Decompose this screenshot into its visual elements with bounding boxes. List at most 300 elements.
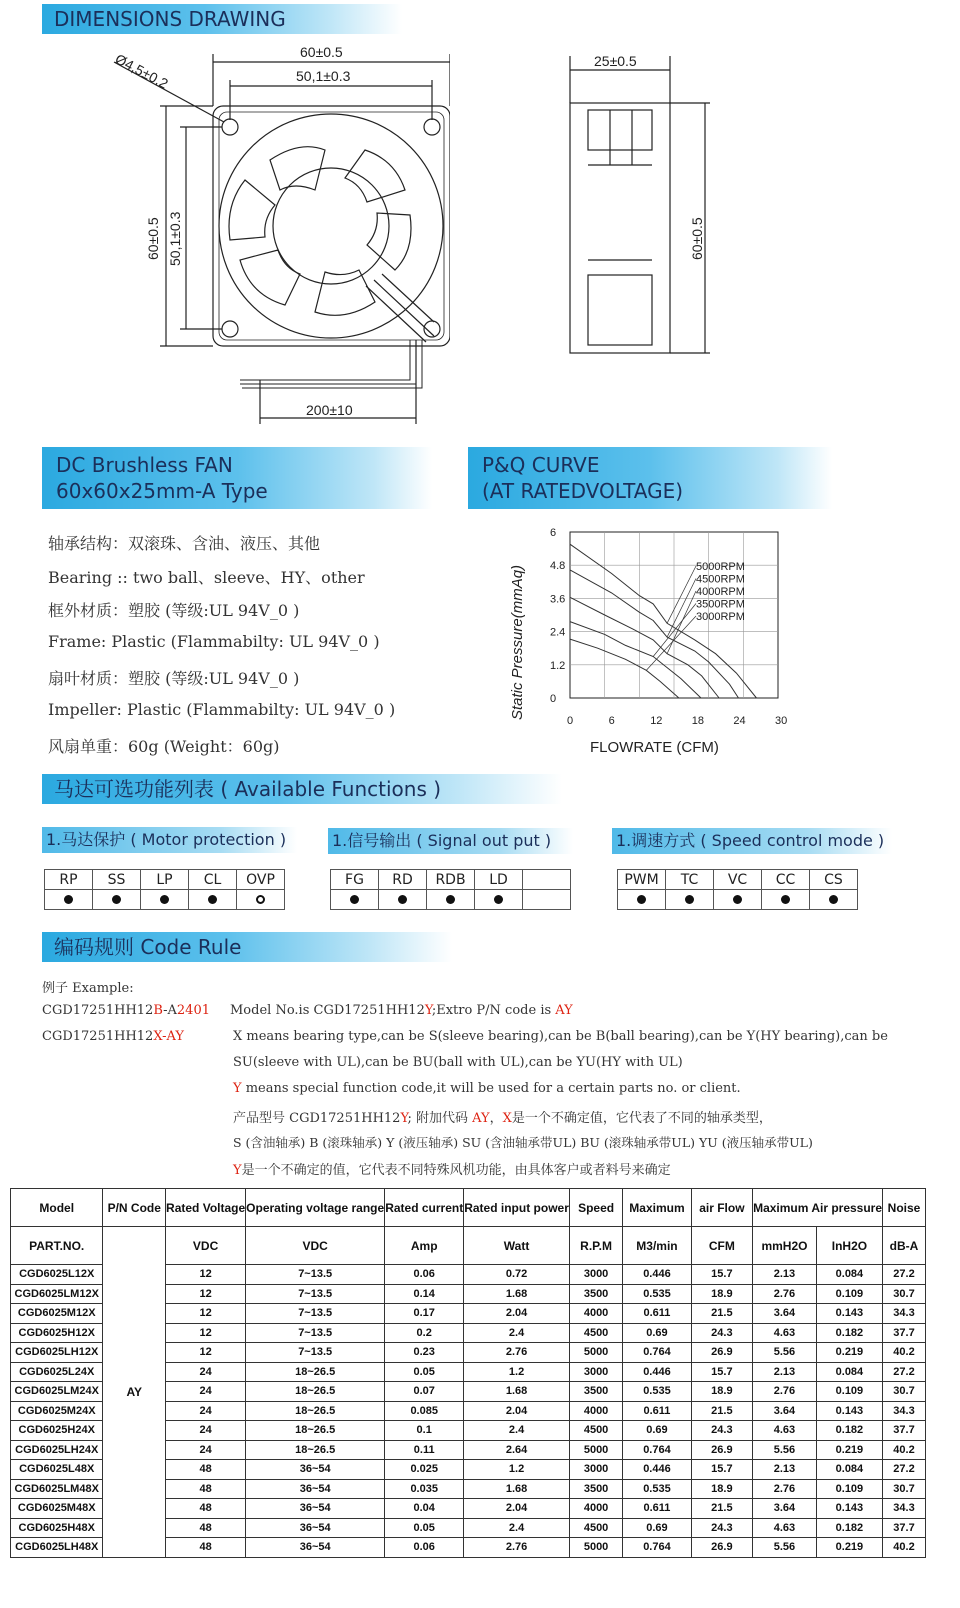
table-cell: 30.7 (883, 1284, 926, 1304)
table-header-cell: Operating voltage range (246, 1189, 385, 1227)
table-cell: 48 (166, 1518, 246, 1538)
filled-dot-icon (637, 895, 646, 904)
table-cell: 12 (166, 1323, 246, 1343)
y-tick-label: 2.4 (550, 626, 566, 639)
table-cell: 24.3 (691, 1421, 752, 1441)
series-line-3000RPM (570, 639, 679, 698)
table-cell: CGD6025M24X (11, 1401, 103, 1421)
table-unit-cell: InH2O (816, 1227, 882, 1265)
code-example-label: 例子 Example: (42, 981, 134, 996)
table-cell: 3500 (569, 1284, 622, 1304)
legend-label: 3000RPM (696, 611, 745, 623)
function-code: CL (189, 870, 237, 890)
fan-title-line1: DC Brushless FAN (56, 453, 233, 477)
filled-dot-icon (829, 895, 838, 904)
table-cell: 2.4 (464, 1421, 570, 1441)
legend-leader-line (667, 579, 696, 638)
spec-table (10, 1188, 926, 1558)
x-tick-label: 6 (608, 715, 615, 727)
table-unit-row (11, 1227, 926, 1265)
function-code: VC (714, 870, 762, 890)
table-header-cell: P/N Code (103, 1189, 166, 1227)
table-cell: 2.13 (753, 1265, 817, 1285)
function-mark-cell (714, 890, 762, 910)
table-cell: 40.2 (883, 1343, 926, 1363)
table-cell: 7~13.5 (246, 1304, 385, 1324)
table-cell: 34.3 (883, 1499, 926, 1519)
table-cell: 0.611 (623, 1304, 691, 1324)
function-mark-cell (427, 890, 475, 910)
table-cell: 2.04 (464, 1401, 570, 1421)
table-unit-cell: Amp (385, 1227, 464, 1265)
table-cell: 4000 (569, 1499, 622, 1519)
table-cell: 0.219 (816, 1343, 882, 1363)
function-code: FG (331, 870, 379, 890)
filled-dot-icon (160, 895, 169, 904)
l5-x: X (502, 1111, 512, 1126)
fan-title-line2: 60x60x25mm-A Type (56, 479, 268, 503)
table-cell: 1.68 (464, 1382, 570, 1402)
l1-y: Y (424, 1003, 432, 1018)
legend-label: 4000RPM (696, 586, 745, 598)
pn-code-cell: AY (103, 1227, 166, 1558)
function-mark-row (45, 890, 285, 910)
table-cell: 37.7 (883, 1323, 926, 1343)
table-cell: 36~54 (246, 1479, 385, 1499)
table-cell: 0.764 (623, 1538, 691, 1558)
y-tick-label: 6 (550, 527, 557, 539)
function-code: PWM (618, 870, 666, 890)
table-cell: CGD6025LM12X (11, 1284, 103, 1304)
l5-b: ; 附加代码 (407, 1111, 473, 1126)
table-cell: 0.084 (816, 1265, 882, 1285)
filled-dot-icon (685, 895, 694, 904)
code-line-cn-3 (233, 1159, 671, 1178)
function-mark-cell (762, 890, 810, 910)
table-cell: CGD6025LM24X (11, 1382, 103, 1402)
table-cell: 0.219 (816, 1440, 882, 1460)
table-cell: 0.085 (385, 1401, 464, 1421)
table-cell: 18~26.5 (246, 1362, 385, 1382)
table-cell: 21.5 (691, 1304, 752, 1324)
table-cell: 5.56 (753, 1538, 817, 1558)
table-cell: 0.182 (816, 1323, 882, 1343)
legend-label: 3500RPM (696, 598, 745, 611)
table-cell: 5000 (569, 1343, 622, 1363)
code-example-1 (42, 1003, 210, 1018)
ex2-base: CGD17251HH12 (42, 1029, 154, 1044)
ex2-suffix: -AY (162, 1029, 184, 1044)
table-cell: 36~54 (246, 1460, 385, 1480)
table-cell: 48 (166, 1538, 246, 1558)
table-unit-cell: VDC (246, 1227, 385, 1265)
table-cell: 0.611 (623, 1499, 691, 1519)
function-label-row (45, 870, 285, 890)
function-mark-cell (666, 890, 714, 910)
function-code (523, 870, 571, 890)
table-cell: 3000 (569, 1460, 622, 1480)
table-cell: 24.3 (691, 1323, 752, 1343)
table-cell: 12 (166, 1265, 246, 1285)
l5-ay: AY (472, 1111, 490, 1126)
l5-c: ， (489, 1111, 503, 1126)
table-cell: 36~54 (246, 1518, 385, 1538)
table-cell: 24 (166, 1401, 246, 1421)
l5-d: 是一个不确定值，它代表了不同的轴承类型， (511, 1111, 772, 1126)
table-cell: 4.63 (753, 1421, 817, 1441)
series-line-3500RPM (570, 622, 701, 698)
table-cell: 12 (166, 1343, 246, 1363)
side-view-drawing (560, 50, 720, 360)
table-cell: 24 (166, 1440, 246, 1460)
table-cell: CGD6025H12X (11, 1323, 103, 1343)
table-header-cell: Noise (883, 1189, 926, 1227)
table-cell: CGD6025L48X (11, 1460, 103, 1480)
table-cell: 4000 (569, 1401, 622, 1421)
function-mark-cell (237, 890, 285, 910)
function-code: RP (45, 870, 93, 890)
dim-depth: 25±0.5 (594, 53, 637, 69)
table-unit-cell: VDC (166, 1227, 246, 1265)
table-cell: CGD6025LH12X (11, 1343, 103, 1363)
group-signal-output-title: 1.信号输出 ( Signal out put ) (328, 828, 573, 854)
table-cell: 0.143 (816, 1401, 882, 1421)
table-header-cell: Rated current (385, 1189, 464, 1227)
spec-weight: 风扇单重：60g (Weight：60g) (48, 737, 280, 756)
x-tick-label: 0 (567, 715, 574, 727)
table-cell: 0.182 (816, 1421, 882, 1441)
function-code: RDB (427, 870, 475, 890)
code-line-x-meaning: X means bearing type,can be S(sleeve bearing),can be B(ball bearing),can be Y(HY bearing),can be (233, 1029, 888, 1044)
l1-b: ;Extro P/N code is (431, 1003, 556, 1018)
hollow-dot-icon (256, 895, 265, 904)
table-cell: 7~13.5 (246, 1265, 385, 1285)
table-cell: 21.5 (691, 1401, 752, 1421)
table-cell: 0.219 (816, 1538, 882, 1558)
table-cell: 0.764 (623, 1343, 691, 1363)
x-tick-label: 30 (775, 715, 788, 727)
table-cell: 26.9 (691, 1343, 752, 1363)
table-cell: 0.72 (464, 1265, 570, 1285)
filled-dot-icon (446, 895, 455, 904)
x-tick-label: 18 (691, 715, 705, 727)
ex1-base: CGD17251HH12 (42, 1003, 154, 1018)
ex1-dash: -A (163, 1003, 177, 1018)
l4-text: means special function code,it will be used for a certain parts no. or client. (241, 1081, 741, 1096)
l7-y: Y (233, 1163, 242, 1178)
table-header-cell: air Flow (691, 1189, 752, 1227)
table-cell: 2.76 (464, 1538, 570, 1558)
pq-title-line2: (AT RATEDVOLTAGE) (482, 479, 684, 503)
table-cell: 0.69 (623, 1518, 691, 1538)
table-cell: 0.04 (385, 1499, 464, 1519)
table-cell: 3.64 (753, 1304, 817, 1324)
table-cell: 24 (166, 1362, 246, 1382)
table-cell: 1.2 (464, 1460, 570, 1480)
legend-label: 4500RPM (696, 573, 745, 586)
table-cell: 34.3 (883, 1401, 926, 1421)
table-cell: 24.3 (691, 1518, 752, 1538)
table-cell: 0.035 (385, 1479, 464, 1499)
table-header-row (11, 1189, 926, 1227)
table-cell: 48 (166, 1499, 246, 1519)
l1-ay: AY (555, 1003, 573, 1018)
function-code: LP (141, 870, 189, 890)
group-speed-control-title: 1.调速方式 ( Speed control mode ) (612, 828, 892, 854)
spec-bearing-cn: 轴承结构：双滚珠、含油、液压、其他 (48, 534, 321, 553)
function-mark-cell (379, 890, 427, 910)
dim-hole: Ø4,5±0.2 (112, 50, 171, 92)
table-cell: 1.68 (464, 1284, 570, 1304)
table-cell: 18~26.5 (246, 1421, 385, 1441)
table-unit-cell: PART.NO. (11, 1227, 103, 1265)
function-mark-row (331, 890, 571, 910)
spec-impeller-cn: 扇叶材质：塑胶 (等级:UL 94V_0 ) (48, 669, 300, 688)
table-cell: 0.446 (623, 1265, 691, 1285)
fan-title (42, 447, 432, 509)
table-cell: 37.7 (883, 1421, 926, 1441)
function-code: CS (810, 870, 858, 890)
y-tick-label: 3.6 (550, 593, 566, 606)
table-unit-cell: CFM (691, 1227, 752, 1265)
table-cell: 0.2 (385, 1323, 464, 1343)
function-mark-cell (475, 890, 523, 910)
table-cell: 27.2 (883, 1265, 926, 1285)
table-cell: 4000 (569, 1304, 622, 1324)
function-mark-cell (618, 890, 666, 910)
spec-frame-cn: 框外材质：塑胶 (等级:UL 94V_0 ) (48, 601, 300, 620)
table-unit-cell: M3/min (623, 1227, 691, 1265)
function-mark-cell (141, 890, 189, 910)
function-code: LD (475, 870, 523, 890)
y-tick-label: 0 (550, 693, 557, 705)
l7-text: 是一个不确定的值，它代表不同特殊风机功能，由具体客户或者料号来确定 (241, 1163, 671, 1178)
table-cell: 3000 (569, 1265, 622, 1285)
function-mark-cell (331, 890, 379, 910)
legend-leader-line (646, 616, 696, 670)
function-mark-cell (189, 890, 237, 910)
table-cell: 0.025 (385, 1460, 464, 1480)
table-cell: 3.64 (753, 1499, 817, 1519)
pq-title-line1: P&Q CURVE (482, 453, 600, 477)
table-cell: 1.2 (464, 1362, 570, 1382)
table-cell: 3.64 (753, 1401, 817, 1421)
table-cell: 7~13.5 (246, 1284, 385, 1304)
table-cell: 5.56 (753, 1440, 817, 1460)
table-cell: 36~54 (246, 1538, 385, 1558)
table-unit-cell: mmH2O (753, 1227, 817, 1265)
table-cell: 2.4 (464, 1323, 570, 1343)
filled-dot-icon (781, 895, 790, 904)
table-cell: 48 (166, 1479, 246, 1499)
table-cell: 0.109 (816, 1479, 882, 1499)
filled-dot-icon (494, 895, 503, 904)
function-mark-cell (523, 890, 571, 910)
table-cell: 18~26.5 (246, 1440, 385, 1460)
dim-side-height: 60±0.5 (689, 217, 705, 260)
table-cell: CGD6025LH48X (11, 1538, 103, 1558)
filled-dot-icon (112, 895, 121, 904)
speed-control-table (617, 869, 858, 910)
table-cell: 4500 (569, 1323, 622, 1343)
dim-cable: 200±10 (306, 402, 353, 418)
table-cell: CGD6025H24X (11, 1421, 103, 1441)
table-cell: 15.7 (691, 1362, 752, 1382)
table-cell: 18.9 (691, 1284, 752, 1304)
pq-chart (500, 520, 830, 765)
x-tick-label: 12 (650, 715, 663, 727)
table-cell: CGD6025LM48X (11, 1479, 103, 1499)
table-cell: 0.143 (816, 1304, 882, 1324)
table-cell: 0.23 (385, 1343, 464, 1363)
filled-dot-icon (350, 895, 359, 904)
table-header-cell: Maximum Air pressure (753, 1189, 883, 1227)
table-cell: 2.04 (464, 1304, 570, 1324)
table-cell: 2.04 (464, 1499, 570, 1519)
function-mark-cell (93, 890, 141, 910)
table-cell: 0.05 (385, 1362, 464, 1382)
table-cell: 4.63 (753, 1518, 817, 1538)
table-cell: 37.7 (883, 1518, 926, 1538)
table-cell: 0.084 (816, 1460, 882, 1480)
l5-y: Y (400, 1111, 408, 1126)
spec-impeller-en: Impeller: Plastic (Flammabilty: UL 94V_0 ) (48, 700, 396, 719)
table-cell: 36~54 (246, 1499, 385, 1519)
table-cell: 0.14 (385, 1284, 464, 1304)
l5-a: 产品型号 CGD17251HH12 (233, 1111, 401, 1126)
table-cell: 18~26.5 (246, 1382, 385, 1402)
table-cell: 40.2 (883, 1440, 926, 1460)
table-cell: 7~13.5 (246, 1323, 385, 1343)
function-label-row (618, 870, 858, 890)
filled-dot-icon (733, 895, 742, 904)
table-cell: 2.4 (464, 1518, 570, 1538)
table-cell: 0.109 (816, 1284, 882, 1304)
table-cell: 34.3 (883, 1304, 926, 1324)
x-tick-label: 24 (733, 715, 746, 727)
table-cell: 40.2 (883, 1538, 926, 1558)
dim-height-inner: 50,1±0.3 (167, 211, 183, 266)
table-cell: 7~13.5 (246, 1343, 385, 1363)
table-cell: 27.2 (883, 1362, 926, 1382)
function-label-row (331, 870, 571, 890)
code-line-cn-2: S (含油轴承) B (滚珠轴承) Y (液压轴承) SU (含油轴承带UL) BU (滚珠轴承带UL) YU (液压轴承带UL) (233, 1135, 813, 1150)
function-mark-cell (810, 890, 858, 910)
table-cell: CGD6025LH24X (11, 1440, 103, 1460)
table-cell: 0.07 (385, 1382, 464, 1402)
table-cell: 3500 (569, 1479, 622, 1499)
table-cell: CGD6025H48X (11, 1518, 103, 1538)
code-line-x-meaning-2: SU(sleeve with UL),can be BU(ball with UL),can be YU(HY with UL) (233, 1055, 683, 1070)
function-code: OVP (237, 870, 285, 890)
functions-header: 马达可选功能列表 ( Available Functions ) (42, 774, 562, 804)
function-mark-cell (45, 890, 93, 910)
l1-a: Model No.is CGD17251HH12 (230, 1003, 425, 1018)
spec-bearing-en: Bearing :: two ball、sleeve、HY、other (48, 568, 365, 587)
dimensions-header: DIMENSIONS DRAWING (42, 4, 402, 34)
table-cell: 26.9 (691, 1440, 752, 1460)
table-cell: 2.76 (753, 1284, 817, 1304)
table-cell: 4.63 (753, 1323, 817, 1343)
function-mark-row (618, 890, 858, 910)
function-code: RD (379, 870, 427, 890)
code-line-cn-1 (233, 1107, 772, 1126)
table-cell: 0.611 (623, 1401, 691, 1421)
table-cell: 4500 (569, 1518, 622, 1538)
y-tick-label: 1.2 (550, 659, 566, 672)
spec-frame-en: Frame: Plastic (Flammabilty: UL 94V_0 ) (48, 632, 380, 651)
pq-title (468, 447, 832, 509)
table-header-cell: Speed (569, 1189, 622, 1227)
table-cell: CGD6025L24X (11, 1362, 103, 1382)
table-cell: 15.7 (691, 1265, 752, 1285)
filled-dot-icon (398, 895, 407, 904)
table-cell: 0.06 (385, 1265, 464, 1285)
table-unit-cell: Watt (464, 1227, 570, 1265)
table-header-cell: Maximum (623, 1189, 691, 1227)
code-example-2 (42, 1029, 184, 1044)
motor-protection-table (44, 869, 285, 910)
table-cell: 2.76 (464, 1343, 570, 1363)
table-cell: 0.69 (623, 1421, 691, 1441)
chart-xlabel: FLOWRATE (CFM) (590, 739, 719, 756)
table-cell: 48 (166, 1460, 246, 1480)
table-cell: 2.76 (753, 1479, 817, 1499)
code-line-y-meaning (233, 1081, 741, 1096)
table-cell: 30.7 (883, 1479, 926, 1499)
dim-width-inner: 50,1±0.3 (296, 68, 351, 84)
table-cell: 18.9 (691, 1382, 752, 1402)
table-cell: 0.1 (385, 1421, 464, 1441)
table-cell: 24 (166, 1382, 246, 1402)
table-cell: 12 (166, 1284, 246, 1304)
table-cell: 18~26.5 (246, 1401, 385, 1421)
function-code: CC (762, 870, 810, 890)
table-cell: CGD6025M48X (11, 1499, 103, 1519)
function-code: TC (666, 870, 714, 890)
table-cell: 0.109 (816, 1382, 882, 1402)
table-cell: 30.7 (883, 1382, 926, 1402)
table-cell: 2.64 (464, 1440, 570, 1460)
table-unit-cell: dB-A (883, 1227, 926, 1265)
ex1-suffix: 2401 (176, 1003, 210, 1018)
code-rule-header: 编码规则 Code Rule (42, 932, 452, 962)
table-cell: 0.69 (623, 1323, 691, 1343)
filled-dot-icon (208, 895, 217, 904)
table-cell: 0.535 (623, 1479, 691, 1499)
filled-dot-icon (64, 895, 73, 904)
table-cell: 0.05 (385, 1518, 464, 1538)
table-cell: 4500 (569, 1421, 622, 1441)
table-cell: 0.143 (816, 1499, 882, 1519)
table-cell: 2.13 (753, 1362, 817, 1382)
legend-label: 5000RPM (696, 561, 745, 573)
signal-output-table (330, 869, 571, 910)
front-view-drawing (110, 40, 450, 430)
table-cell: 21.5 (691, 1499, 752, 1519)
table-cell: 5000 (569, 1538, 622, 1558)
table-cell: 0.764 (623, 1440, 691, 1460)
table-cell: 0.446 (623, 1460, 691, 1480)
l4-y: Y (233, 1081, 242, 1096)
table-cell: CGD6025L12X (11, 1265, 103, 1285)
table-header-cell: Rated input power (464, 1189, 570, 1227)
dim-width-outer: 60±0.5 (300, 44, 343, 60)
code-line-model (230, 1003, 573, 1018)
y-tick-label: 4.8 (550, 560, 566, 573)
table-cell: 27.2 (883, 1460, 926, 1480)
table-header-cell: Model (11, 1189, 103, 1227)
